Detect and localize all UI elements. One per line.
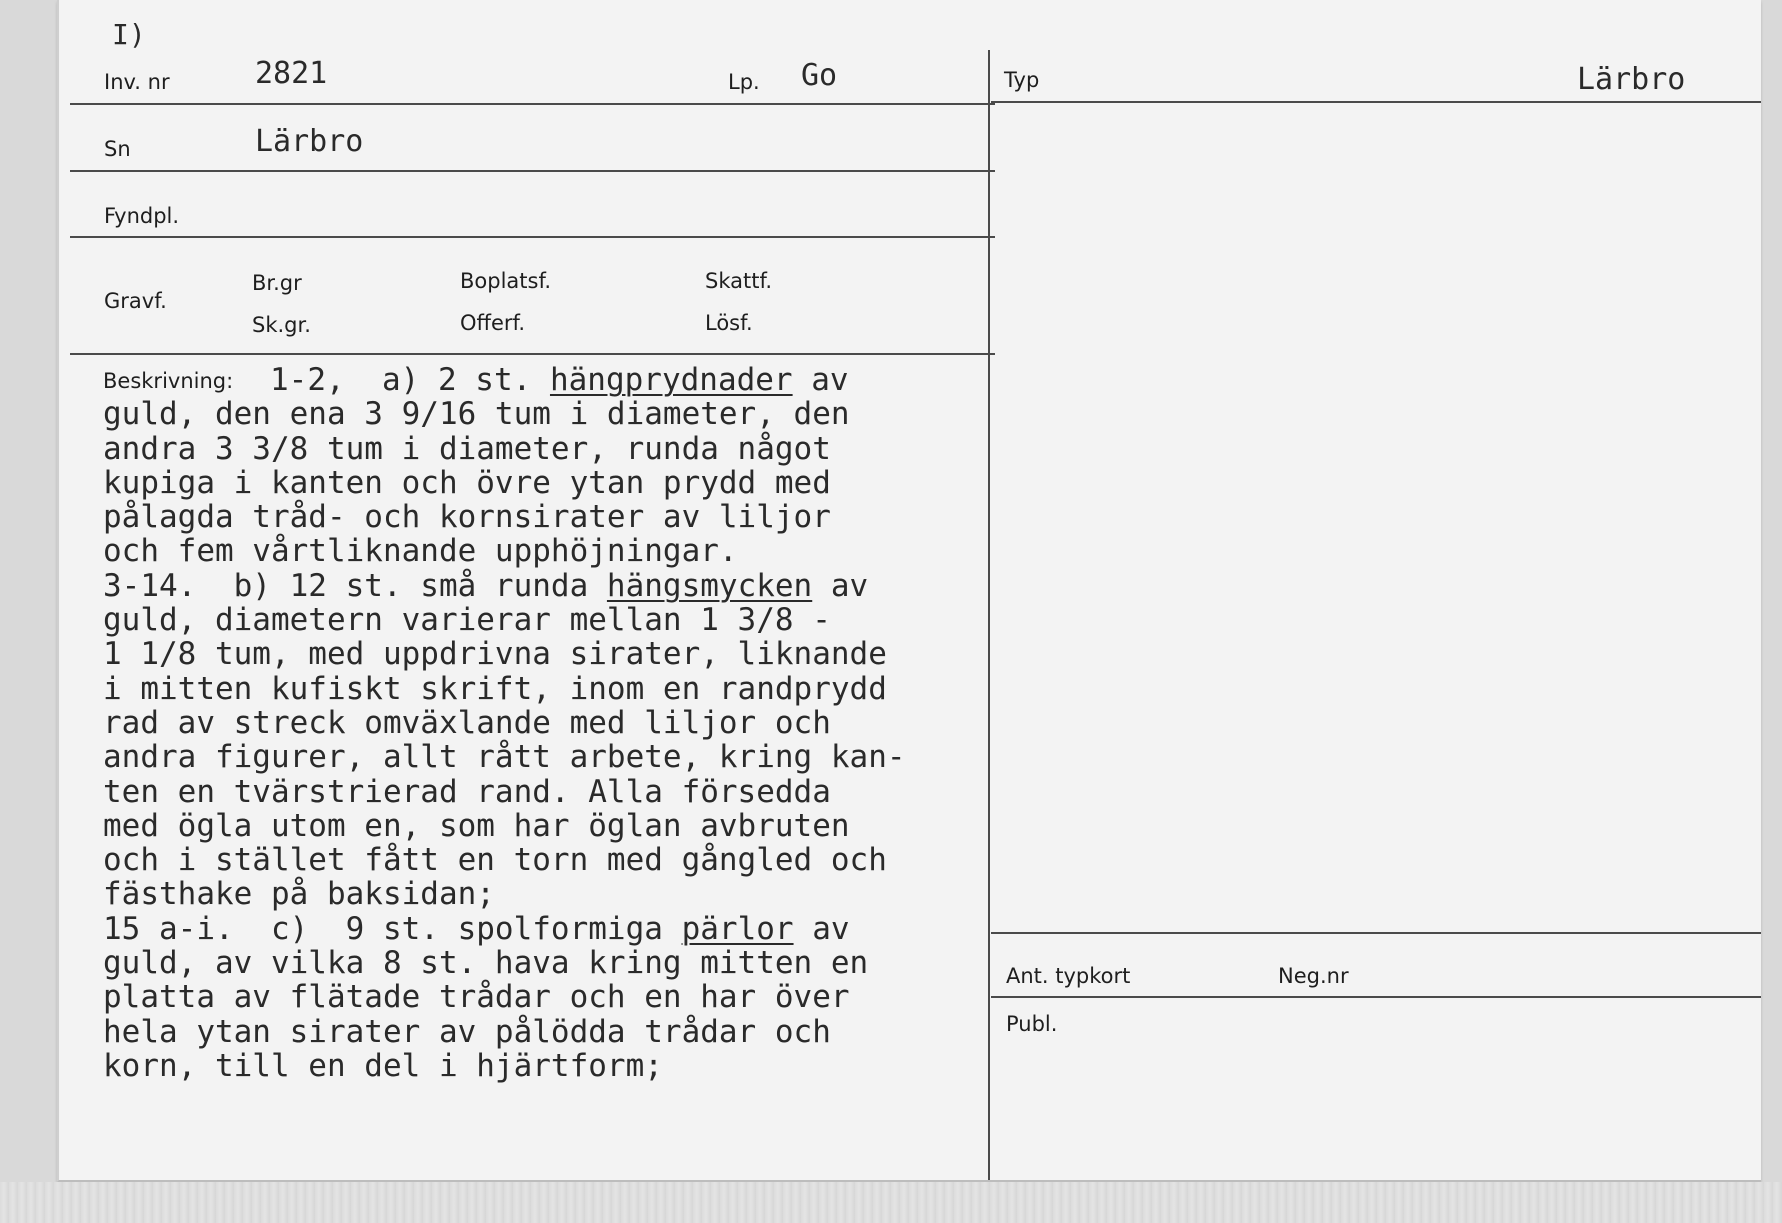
description-line: ten en tvärstrierad rand. Alla försedda <box>103 773 831 810</box>
neg-nr-label: Neg.nr <box>1278 964 1349 988</box>
sn-value: Lärbro <box>255 124 364 159</box>
description-line: guld, den ena 3 9/16 tum i diameter, den <box>103 396 850 433</box>
fyndpl-label: Fyndpl. <box>104 204 180 228</box>
gravf-label: Gravf. <box>104 289 167 313</box>
rule-invnr <box>70 103 995 105</box>
rule-sn <box>70 170 995 172</box>
description-line: platta av flätade trådar och en har över <box>103 979 850 1016</box>
losf-label: Lösf. <box>705 311 753 335</box>
description-line: och fem vårtliknande upphöjningar. <box>103 533 738 570</box>
description-line: guld, diametern varierar mellan 1 3/8 - <box>103 602 831 639</box>
description-line: rad av streck omväxlande med liljor och <box>103 704 831 741</box>
rule-gravf <box>70 353 995 355</box>
publ-label: Publ. <box>1006 1012 1058 1036</box>
description-line: kupiga i kanten och övre ytan prydd med <box>103 464 831 501</box>
rule-ant-typkort <box>991 932 1761 934</box>
rule-fyndpl <box>70 236 995 238</box>
description-line: med ögla utom en, som har öglan avbruten <box>103 807 850 844</box>
description-line: guld, av vilka 8 st. hava kring mitten en <box>103 945 869 982</box>
beskrivning-label: Beskrivning: <box>103 369 234 393</box>
description-line: andra 3 3/8 tum i diameter, runda något <box>103 430 831 467</box>
beskrivning-text <box>103 363 1003 1083</box>
description-line: och i stället fått en torn med gångled och <box>103 842 887 879</box>
typ-value: Lärbro <box>1577 62 1686 97</box>
description-line: 3-14. b) 12 st. små runda hängsmycken av <box>103 567 869 604</box>
lp-value: Go <box>801 58 838 93</box>
description-line: hela ytan sirater av pålödda trådar och <box>103 1013 831 1050</box>
brgr-label: Br.gr <box>252 271 302 295</box>
description-line: korn, till en del i hjärtform; <box>103 1047 663 1084</box>
scan-background <box>0 1182 1782 1223</box>
skgr-label: Sk.gr. <box>252 313 311 337</box>
description-line: pålagda tråd- och kornsirater av liljor <box>103 499 831 536</box>
inv-nr-label: Inv. nr <box>104 70 170 94</box>
description-line: 15 a-i. c) 9 st. spolformiga pärlor av <box>103 910 850 947</box>
offerf-label: Offerf. <box>460 311 526 335</box>
description-line: fästhake på baksidan; <box>103 876 495 913</box>
description-line: 1 1/8 tum, med uppdrivna sirater, liknande <box>103 636 887 673</box>
description-line: i mitten kufiskt skrift, inom en randprydd <box>103 670 887 707</box>
ant-typkort-label: Ant. typkort <box>1006 964 1131 988</box>
lp-label: Lp. <box>728 70 760 94</box>
boplatsf-label: Boplatsf. <box>460 269 552 293</box>
rule-publ <box>991 996 1761 998</box>
description-line: andra figurer, allt rått arbete, kring kan- <box>103 739 906 776</box>
rule-typ <box>991 101 1761 103</box>
corner-mark: I) <box>112 18 146 51</box>
description-line: Beskrivning: 1-2, a) 2 st. hängprydnader av <box>103 362 849 398</box>
inv-nr-value: 2821 <box>255 56 328 91</box>
skattf-label: Skattf. <box>705 269 772 293</box>
typ-label: Typ <box>1004 68 1040 92</box>
sn-label: Sn <box>104 137 131 161</box>
